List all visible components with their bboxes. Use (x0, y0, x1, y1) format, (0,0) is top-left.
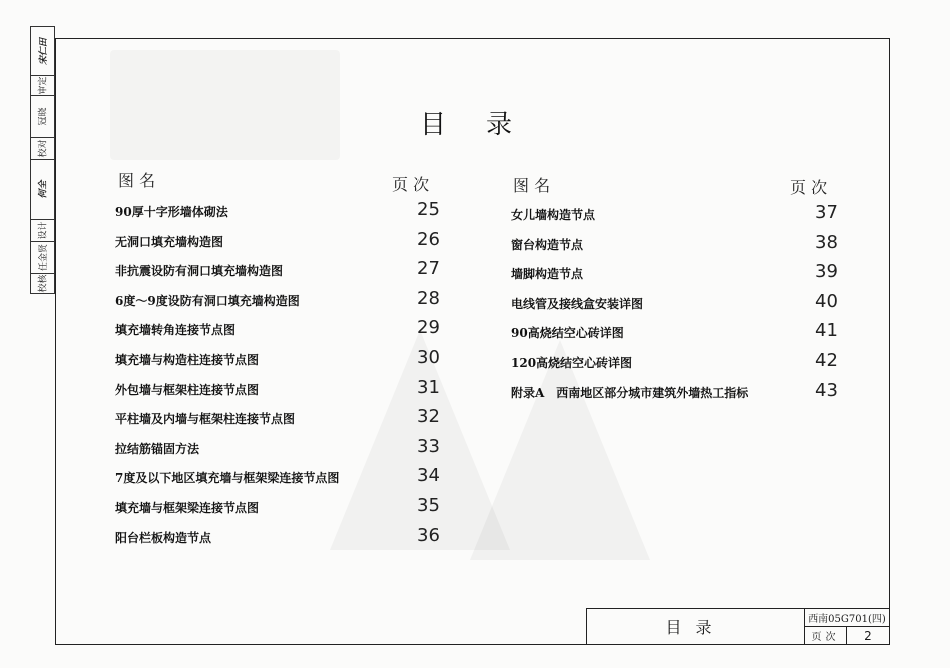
toc-entry-name: 填充墙与构造柱连接节点图 (115, 353, 260, 367)
toc-entry-page: 28 (417, 287, 440, 309)
toc-entry-name: 填充墙转角连接节点图 (115, 323, 236, 338)
toc-entry-page: 38 (815, 231, 838, 253)
strip-label: 校对 (31, 137, 54, 160)
toc-entry-name: 非抗震设防有洞口填充墙构造图 (115, 264, 284, 279)
toc-entry-page: 31 (417, 376, 440, 398)
toc-entry-name: 外包墙与框架柱连接节点图 (115, 382, 260, 397)
toc-entry-name: 拉结筋锚固方法 (115, 441, 200, 456)
strip-label: 设计 (31, 219, 54, 242)
toc-entry-page: 37 (815, 202, 838, 223)
handwritten-signature: 宋仁田 (39, 37, 50, 65)
toc-entry-name: 平柱墙及内墙与框架柱连接节点图 (115, 412, 296, 427)
toc-entry-name: 90高烧结空心砖详图 (511, 326, 624, 341)
toc-entry-page: 40 (815, 290, 838, 312)
drawing-code: 西南05G701(四) (805, 609, 889, 627)
page-number: 2 (864, 628, 872, 643)
toc-entry-page: 25 (417, 199, 440, 220)
toc-entry-page: 32 (417, 406, 440, 428)
toc-entry-page: 43 (815, 379, 838, 401)
toc-entry-page: 42 (815, 350, 838, 371)
handwritten-signature: 何全 (38, 179, 49, 199)
toc-entry-name: 填充墙与框架梁连接节点图 (115, 501, 260, 515)
toc-entry-page: 39 (815, 261, 838, 283)
toc-entry-name: 无洞口填充墙构造图 (115, 234, 224, 249)
strip-name: 任金贤 (31, 241, 54, 274)
strip-name: 冠晓 (31, 95, 54, 138)
toc-entry-name: 阳台栏板构造节点 (115, 530, 212, 545)
toc-entry-page: 27 (417, 258, 440, 280)
toc-entry-name: 电线管及接线盒安装详图 (511, 296, 644, 311)
right-page-header: 页 次 (790, 178, 828, 197)
signature-cell (31, 159, 54, 220)
strip-label: 校核 (38, 273, 49, 293)
toc-entry-page: 29 (417, 317, 440, 339)
title-block (586, 608, 890, 645)
left-name-header: 图 名 (118, 171, 156, 190)
toc-entry-name: 120高烧结空心砖详图 (511, 356, 633, 370)
left-page-header: 页 次 (392, 175, 430, 194)
toc-entry-page: 26 (417, 228, 440, 250)
toc-entry-name: 7度及以下地区填充墙与框架梁连接节点图 (115, 471, 340, 486)
toc-entry-name: 女儿墙构造节点 (511, 208, 596, 222)
toc-entry-name: 90厚十字形墙体砌法 (115, 205, 228, 219)
toc-entry-name: 墙脚构造节点 (511, 267, 584, 282)
title-block-title: 目录 (587, 609, 805, 644)
page-label: 页次 (805, 627, 847, 644)
page-title: 目录 (420, 110, 553, 140)
strip-label: 审定 (31, 75, 54, 96)
toc-entry-page: 41 (815, 320, 838, 342)
toc-entry-name: 6度～9度设防有洞口填充墙构造图 (115, 293, 300, 308)
signature-strip (30, 26, 55, 294)
toc-entry-page: 36 (417, 524, 440, 546)
toc-entry-page: 33 (417, 435, 440, 457)
toc-entry-name: 窗台构造节点 (511, 237, 584, 252)
toc-entry-name: 附录A 西南地区部分城市建筑外墙热工指标 (511, 385, 749, 400)
toc-entry-page: 30 (417, 347, 440, 368)
toc-entry-page: 35 (417, 495, 440, 516)
toc-entry-page: 34 (417, 465, 440, 487)
signature-cell (31, 27, 54, 76)
right-name-header: 图 名 (513, 176, 551, 195)
